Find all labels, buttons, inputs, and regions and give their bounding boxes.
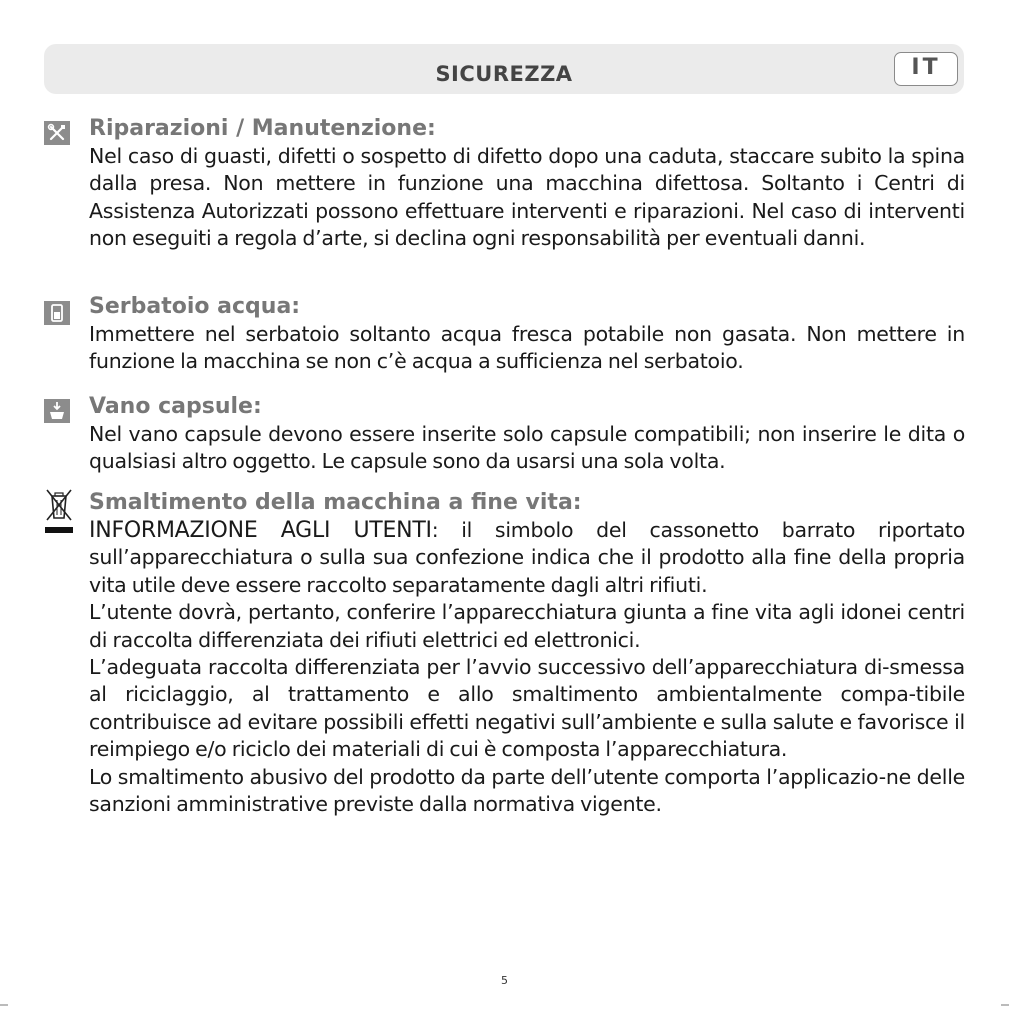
- section-text: Immettere nel serbatoio soltanto acqua fresca potabile non gasata. Non mettere in funzione la macchina se non c’è acqua a sufficienza nel serbatoio.: [89, 322, 965, 374]
- crop-mark: [1001, 1004, 1009, 1006]
- section-capsule-compartment: [89, 393, 965, 476]
- crop-mark: [0, 1004, 8, 1006]
- water-tank-icon: [44, 301, 70, 325]
- section-title: Serbatoio acqua:: [89, 294, 301, 319]
- page-number: 5: [501, 974, 508, 987]
- section-text: L’utente dovrà, pertanto, conferire l’apparecchiatura giunta a fine vita agli idonei centri di raccolta differenziata dei rifiuti elettrici ed elettronici.: [89, 600, 965, 652]
- section-text: L’adeguata raccolta differenziata per l’avvio successivo dell’apparecchiatura di-smessa al riciclaggio, al trattamento e allo smaltimento ambientalmente compa-tibile contribuisce ad evitare possibili effetti negativi sull’ambiente e sulla salute e favorisce il reimpiego e/o riciclo dei materiali di cui è composta l’apparecchiatura.: [89, 655, 965, 762]
- section-text: [89, 517, 965, 599]
- lead-text: INFORMAZIONE AGLI UTENTI: [89, 518, 432, 543]
- section-repairs: [89, 115, 965, 253]
- capsule-compartment-icon: [44, 399, 70, 423]
- section-water-tank: [89, 293, 965, 376]
- section-text: Nel vano capsule devono essere inserite solo capsule compatibili; non inserire le dita o qualsiasi altro oggetto. Le capsule sono da usarsi una sola volta.: [89, 422, 965, 474]
- section-text: Lo smaltimento abusivo del prodotto da parte dell’utente comporta l’applicazio-ne delle sanzioni amministrative previste dalla normativa vigente.: [89, 764, 965, 817]
- language-badge: IT: [894, 52, 958, 86]
- section-disposal: [89, 489, 965, 818]
- paragraph-text: : il simbolo del cassonetto barrato riportato sull’apparecchiatura o sulla sua confezione indica che il prodotto alla fine della propria vita utile deve essere raccolto separatamente dagli altri rifiuti.: [89, 518, 965, 597]
- section-title: Smaltimento della macchina a fine vita:: [89, 490, 582, 515]
- section-title: Riparazioni / Manutenzione:: [89, 116, 436, 141]
- section-title: Vano capsule:: [89, 394, 262, 419]
- page-title: SICUREZZA: [435, 62, 573, 86]
- crossed-bin-icon: [44, 488, 74, 536]
- page-header: [44, 44, 964, 94]
- section-text: Nel caso di guasti, difetti o sospetto di difetto dopo una caduta, staccare subito la spina dalla presa. Non mettere in funzione una macchina difettosa. Soltanto i Centri di Assistenza Autorizzati possono effettuare interventi e riparazioni. Nel caso di interventi non eseguiti a regola d’arte, si declina ogni responsabilità per eventuali danni.: [89, 144, 965, 251]
- tools-icon: [44, 121, 70, 145]
